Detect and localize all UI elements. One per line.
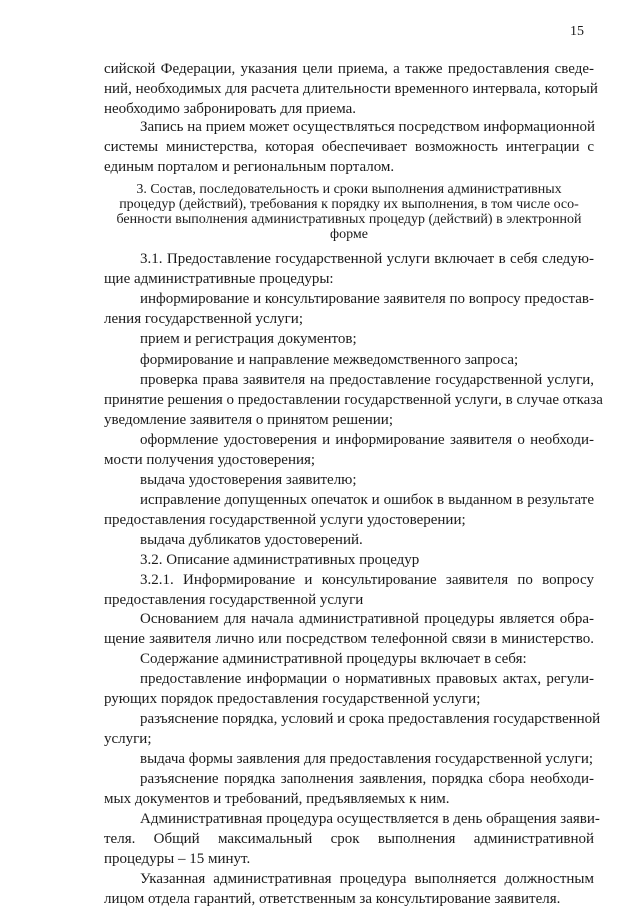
section-heading-line: процедур (действий), требования к порядку их выполнения, в том числе осо- xyxy=(119,197,579,212)
paragraph-line: прием и регистрация документов; xyxy=(140,331,357,347)
paragraph-line: информирование и консультирование заявителя по вопросу предостав- xyxy=(140,291,594,307)
paragraph-line: Указанная административная процедура выполняется должностным xyxy=(140,871,594,887)
paragraph-line: 3.2. Описание административных процедур xyxy=(140,552,420,568)
paragraph-line: Административная процедура осуществляется в день обращения заяви- xyxy=(140,811,600,827)
paragraph-line: сийской Федерации, указания цели приема, а также предоставления сведе- xyxy=(104,61,594,77)
section-heading-line: бенности выполнения административных процедур (действий) в электронной xyxy=(116,212,582,227)
paragraph-line: процедуры – 15 минут. xyxy=(104,851,251,867)
paragraph-line: выдача дубликатов удостоверений. xyxy=(140,532,363,548)
paragraph-line: 3.2.1. Информирование и консультирование заявителя по вопросу xyxy=(140,572,594,588)
paragraph-line: предоставления государственной услуги xyxy=(104,592,364,608)
paragraph-line: принятие решения о предоставлении государственной услуги, в случае отказа xyxy=(104,392,603,408)
paragraph-line: выдача удостоверения заявителю; xyxy=(140,472,357,488)
paragraph-line: 3.1. Предоставление государственной услуги включает в себя следую- xyxy=(140,251,594,267)
paragraph-line: теля. Общий максимальный срок выполнения административной xyxy=(104,831,594,847)
paragraph-line: Основанием для начала административной процедуры является обра- xyxy=(140,611,594,627)
paragraph-line: предоставления государственной услуги удостоверении; xyxy=(104,512,466,528)
paragraph-line: предоставление информации о нормативных правовых актах, регули- xyxy=(140,671,594,687)
paragraph-line: исправление допущенных опечаток и ошибок в выданном в результате xyxy=(140,492,594,508)
paragraph-line: единым порталом и региональным порталом. xyxy=(104,159,395,175)
paragraph-line: необходимо забронировать для приема. xyxy=(104,101,356,117)
paragraph-line: мости получения удостоверения; xyxy=(104,452,316,468)
paragraph-line: ний, необходимых для расчета длительности временного интервала, который xyxy=(104,81,598,97)
paragraph-line: рующих порядок предоставления государственной услуги; xyxy=(104,691,481,707)
section-heading-line: 3. Состав, последовательность и сроки выполнения административных xyxy=(136,182,562,197)
paragraph-line: проверка права заявителя на предоставление государственной услуги, xyxy=(140,372,594,388)
paragraph-line: выдача формы заявления для предоставления государственной услуги; xyxy=(140,751,594,767)
paragraph-line: щение заявителя лично или посредством телефонной связи в министерство. xyxy=(104,631,594,647)
section-heading-line: форме xyxy=(330,227,368,242)
paragraph-line: разъяснение порядка, условий и срока предоставления государственной xyxy=(140,711,601,727)
paragraph-line: мых документов и требований, предъявляемых к ним. xyxy=(104,791,450,807)
paragraph-line: системы министерства, которая обеспечивает возможность интеграции с xyxy=(104,139,594,155)
paragraph-line: уведомление заявителя о принятом решении; xyxy=(104,412,393,428)
paragraph-line: лицом отдела гарантий, ответственным за консультирование заявителя. xyxy=(104,891,561,907)
paragraph-line: услуги; xyxy=(104,731,152,747)
paragraph-line: ления государственной услуги; xyxy=(104,311,303,327)
paragraph-line: щие административные процедуры: xyxy=(104,271,334,287)
paragraph-line: оформление удостоверения и информирование заявителя о необходи- xyxy=(140,432,594,448)
paragraph-line: Запись на прием может осуществляться посредством информационной xyxy=(140,119,596,135)
page-number: 15 xyxy=(570,24,584,39)
paragraph-line: разъяснение порядка заполнения заявления, порядка сбора необходи- xyxy=(140,771,594,787)
paragraph-line: формирование и направление межведомственного запроса; xyxy=(140,352,519,368)
paragraph-line: Содержание административной процедуры включает в себя: xyxy=(140,651,527,667)
